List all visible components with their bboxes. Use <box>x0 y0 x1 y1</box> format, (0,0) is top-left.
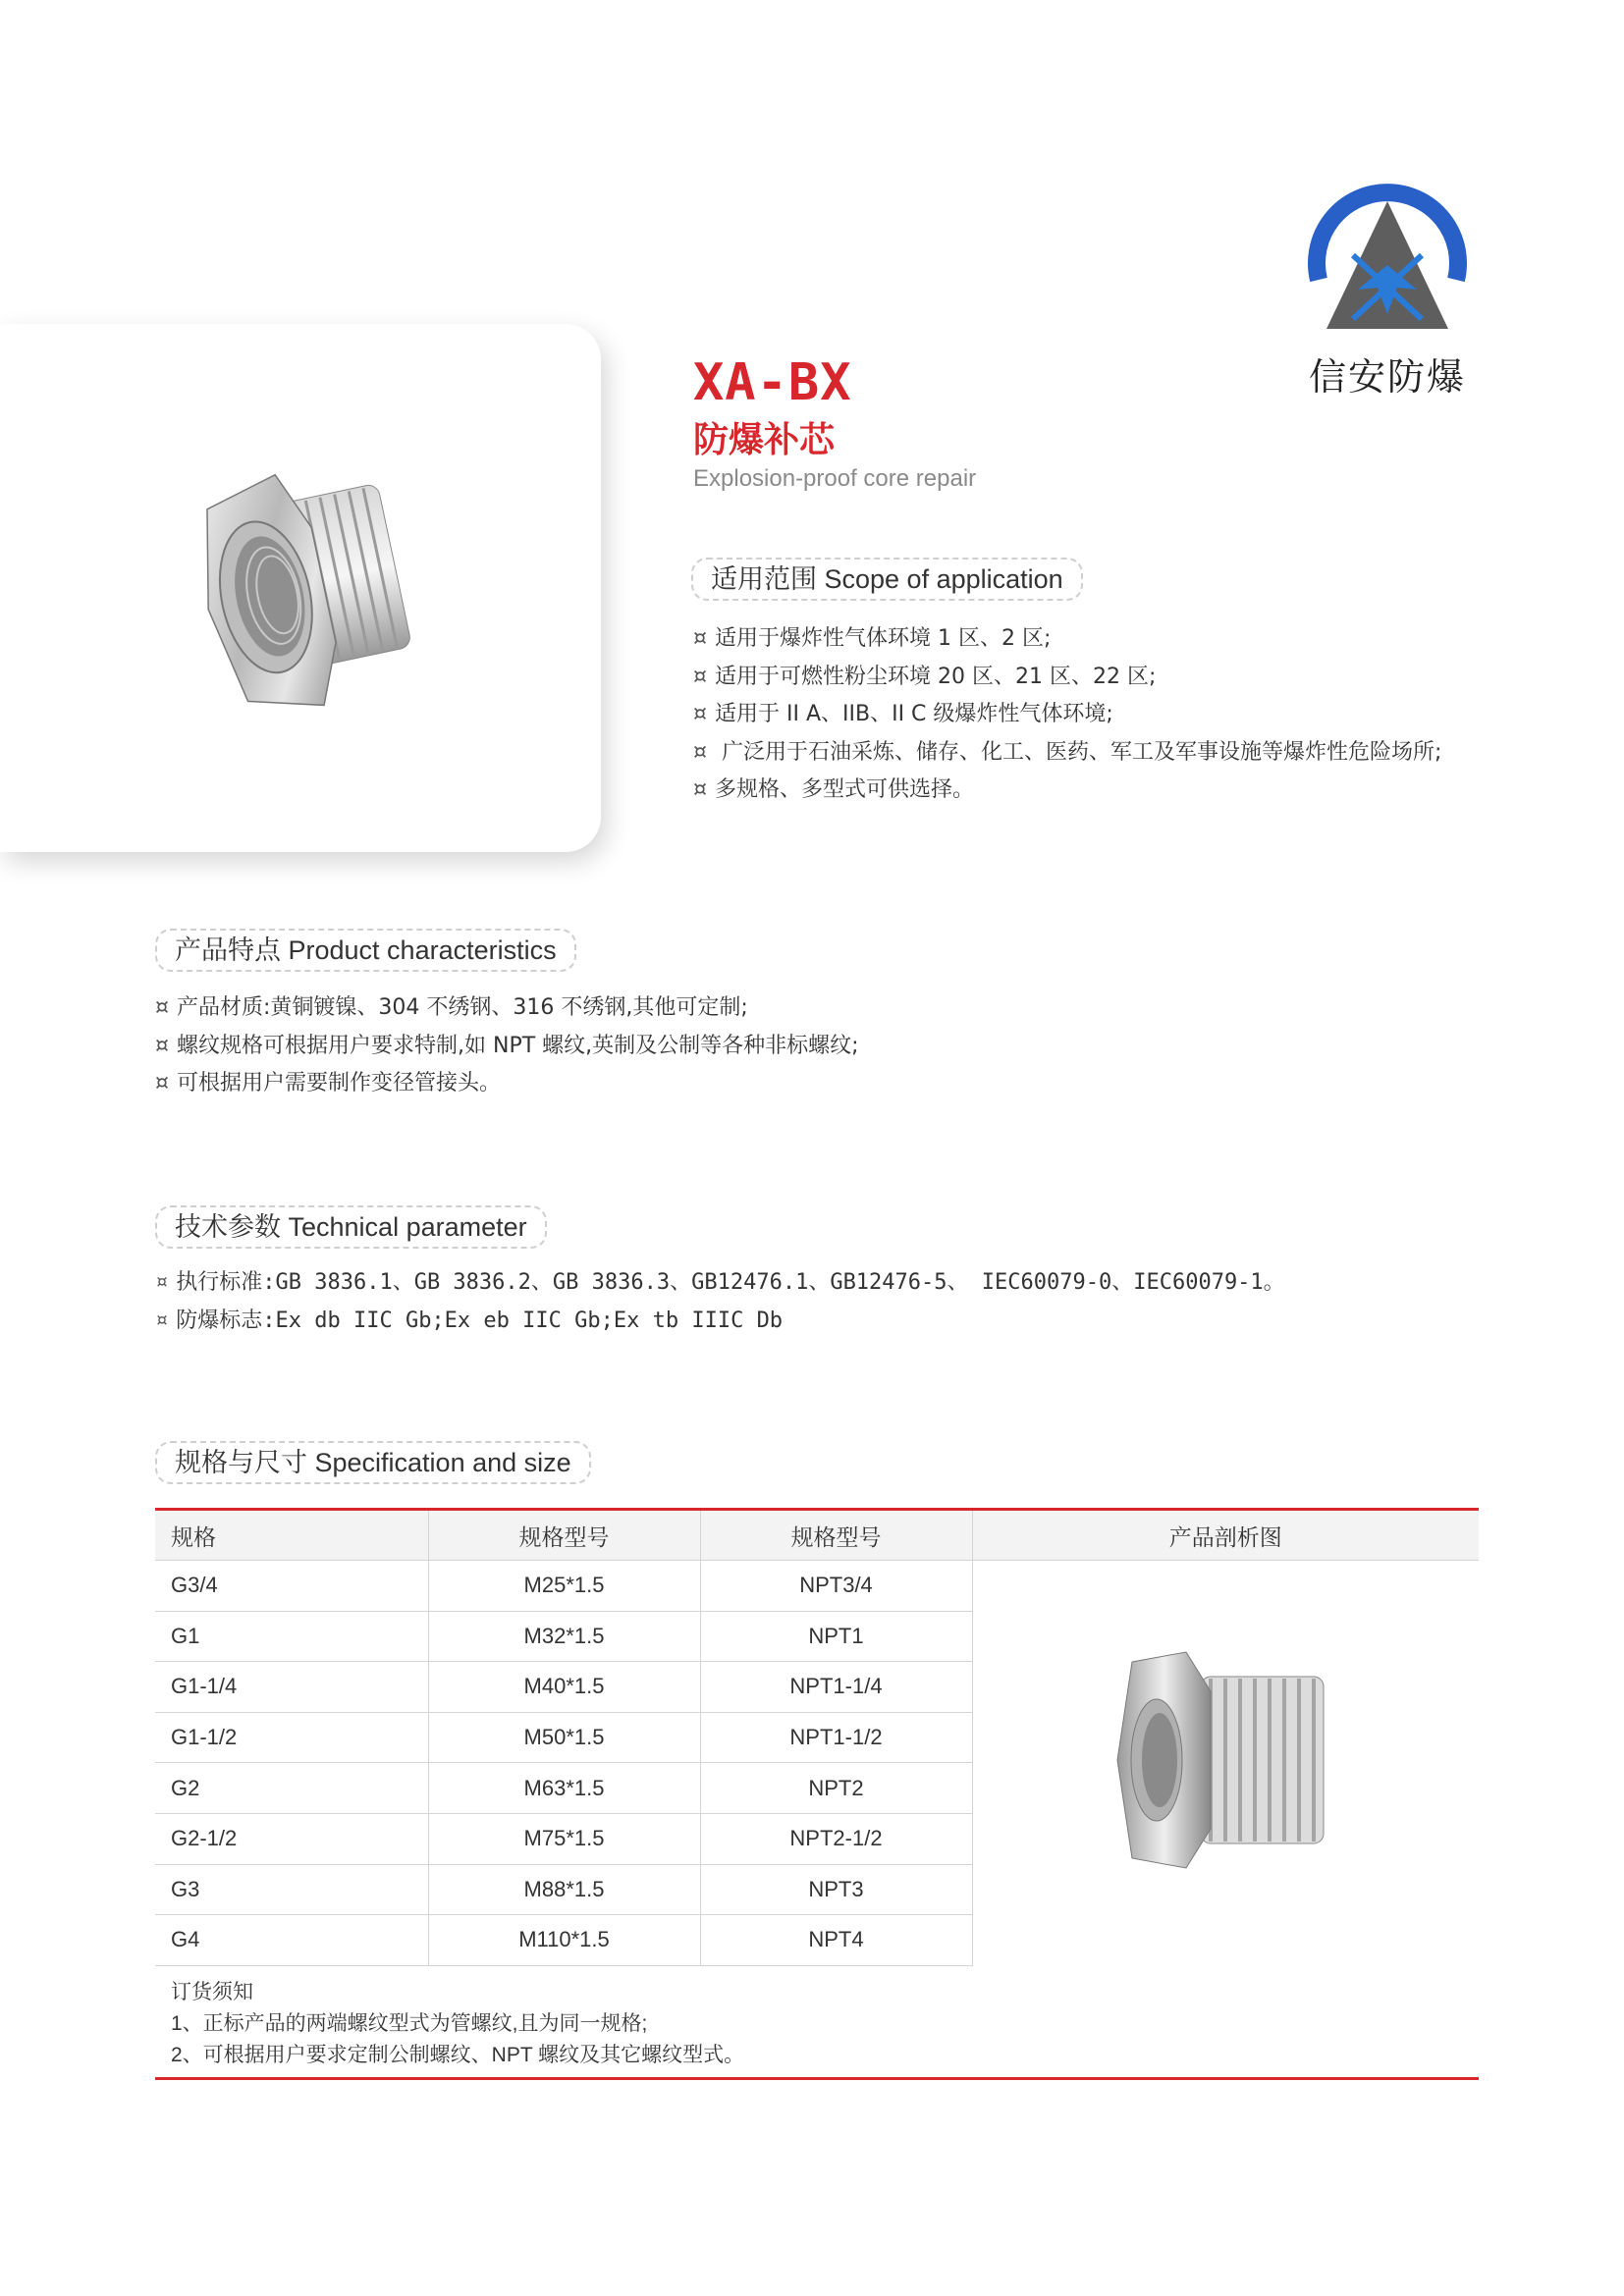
cell-metric: M110*1.5 <box>428 1915 700 1966</box>
cell-metric: M25*1.5 <box>428 1561 700 1612</box>
table-header-row <box>155 1510 1479 1561</box>
column-header: 规格 <box>155 1510 428 1561</box>
list-item: ¤ 产品材质:黄铜镀镍、304 不绣钢、316 不绣钢,其他可定制; <box>155 989 859 1028</box>
cell-size: G1-1/4 <box>155 1662 428 1713</box>
product-title-cn: 防爆补芯 <box>693 420 836 460</box>
cell-size: G2 <box>155 1763 428 1814</box>
column-header: 规格型号 <box>700 1510 972 1561</box>
cell-npt: NPT4 <box>700 1915 972 1966</box>
cell-npt: NPT1-1/2 <box>700 1712 972 1763</box>
list-item: ¤ 适用于爆炸性气体环境 1 区、2 区; <box>693 620 1441 659</box>
scope-heading: 适用范围 Scope of application <box>691 558 1083 601</box>
cell-metric: M88*1.5 <box>428 1864 700 1915</box>
cell-metric: M50*1.5 <box>428 1712 700 1763</box>
characteristics-list <box>155 989 859 1103</box>
list-item: ¤ 适用于可燃性粉尘环境 20 区、21 区、22 区; <box>693 659 1441 697</box>
list-item: ¤ 广泛用于石油采炼、储存、化工、医药、军工及军事设施等爆炸性危险场所; <box>693 734 1441 773</box>
cell-npt: NPT3/4 <box>700 1561 972 1612</box>
cell-size: G1 <box>155 1611 428 1662</box>
product-title-en: Explosion-proof core repair <box>693 465 977 492</box>
cell-size: G3 <box>155 1864 428 1915</box>
list-item: ¤ 执行标准:GB 3836.1、GB 3836.2、GB 3836.3、GB12476.1、GB12476-5、 IEC60079-0、IEC60079-1。 <box>155 1264 1285 1303</box>
model-number: XA-BX <box>693 353 852 412</box>
column-header: 规格型号 <box>428 1510 700 1561</box>
cell-npt: NPT2 <box>700 1763 972 1814</box>
product-photo <box>196 452 412 726</box>
technical-heading: 技术参数 Technical parameter <box>155 1205 547 1249</box>
cross-section-image-cell <box>972 1561 1479 1966</box>
notes-item: 2、可根据用户要求定制公制螺纹、NPT 螺纹及其它螺纹型式。 <box>171 2044 745 2066</box>
list-item: ¤ 螺纹规格可根据用户要求特制,如 NPT 螺纹,英制及公制等各种非标螺纹; <box>155 1028 859 1066</box>
cell-metric: M63*1.5 <box>428 1763 700 1814</box>
cell-npt: NPT1 <box>700 1611 972 1662</box>
ordering-notes <box>155 1969 1479 2071</box>
cross-section-image <box>1112 1647 1338 1873</box>
logo-text: 信安防爆 <box>1308 355 1466 399</box>
product-photo-card <box>0 324 601 852</box>
list-item: ¤ 多规格、多型式可供选择。 <box>693 772 1441 810</box>
spec-heading: 规格与尺寸 Specification and size <box>155 1441 591 1484</box>
cell-metric: M40*1.5 <box>428 1662 700 1713</box>
bottom-divider <box>155 2077 1479 2080</box>
notes-title: 订货须知 <box>171 1981 253 2003</box>
cell-size: G3/4 <box>155 1561 428 1612</box>
column-header: 产品剖析图 <box>972 1510 1479 1561</box>
cell-npt: NPT2-1/2 <box>700 1813 972 1864</box>
cell-size: G2-1/2 <box>155 1813 428 1864</box>
xa-logo-icon <box>1299 172 1476 339</box>
cell-size: G4 <box>155 1915 428 1966</box>
cell-npt: NPT3 <box>700 1864 972 1915</box>
cell-metric: M75*1.5 <box>428 1813 700 1864</box>
cell-metric: M32*1.5 <box>428 1611 700 1662</box>
cell-size: G1-1/2 <box>155 1712 428 1763</box>
scope-list <box>693 620 1441 810</box>
spec-table <box>155 1508 1479 1966</box>
table-row <box>155 1561 1479 1612</box>
cell-npt: NPT1-1/4 <box>700 1662 972 1713</box>
list-item: ¤ 适用于 II A、IIB、II C 级爆炸性气体环境; <box>693 696 1441 734</box>
technical-list <box>155 1264 1285 1340</box>
company-logo <box>1294 172 1481 400</box>
notes-item: 1、正标产品的两端螺纹型式为管螺纹,且为同一规格; <box>171 2012 648 2035</box>
list-item: ¤ 防爆标志:Ex db IIC Gb;Ex eb IIC Gb;Ex tb IIIC Db <box>155 1303 1285 1341</box>
list-item: ¤ 可根据用户需要制作变径管接头。 <box>155 1065 859 1103</box>
characteristics-heading: 产品特点 Product characteristics <box>155 929 576 972</box>
